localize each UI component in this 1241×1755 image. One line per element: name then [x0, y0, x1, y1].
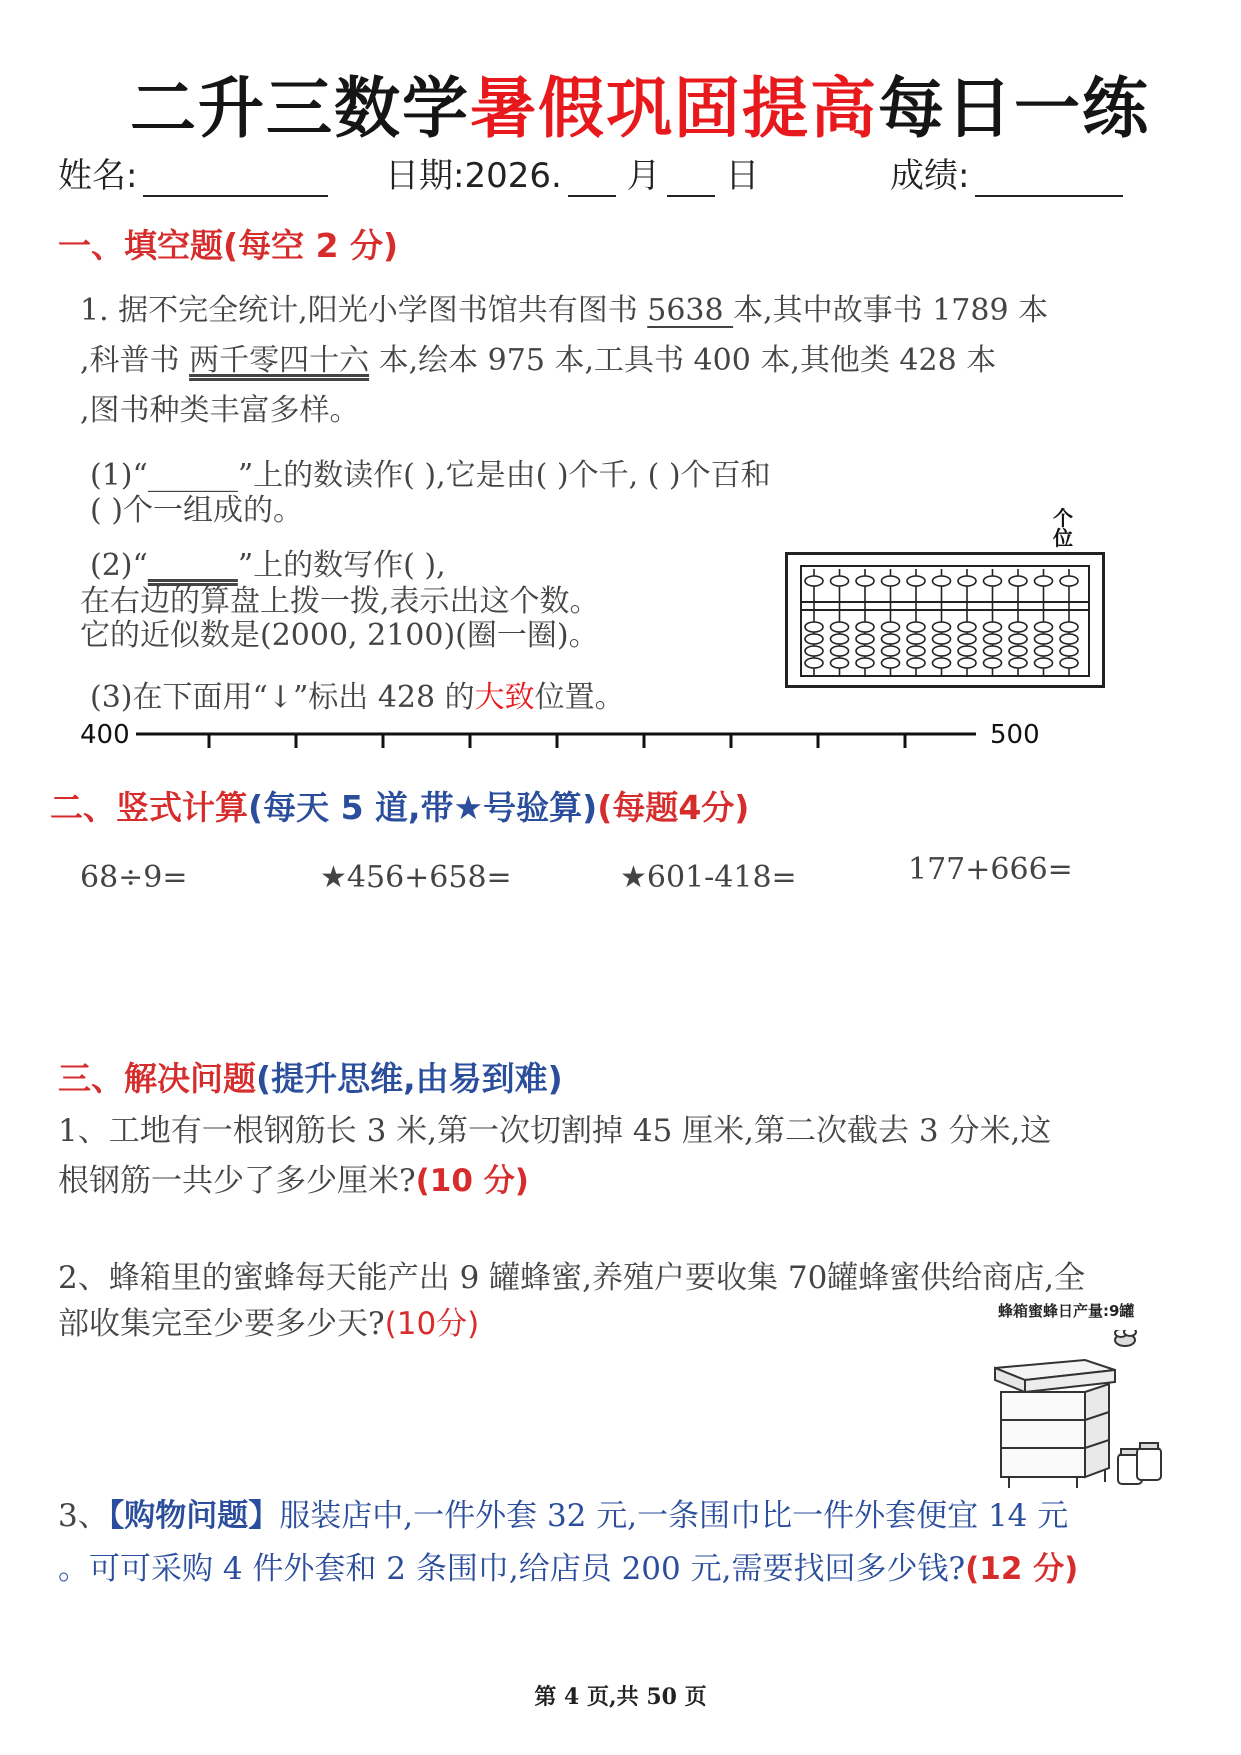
- abacus-bead: [882, 622, 900, 632]
- abacus-bead: [831, 622, 849, 632]
- beehive-illustration: [975, 1330, 1175, 1490]
- abacus-beam: [802, 601, 1088, 611]
- name-blank[interactable]: [143, 165, 328, 197]
- numline-end-label: 500: [990, 720, 1040, 750]
- beehive-caption: 蜂箱蜜蜂日产量:9罐: [998, 1302, 1135, 1320]
- abacus-beads[interactable]: [802, 567, 1094, 679]
- abacus-bead: [984, 576, 1002, 586]
- score-blank[interactable]: [975, 165, 1123, 197]
- abacus-bead: [882, 658, 900, 668]
- abacus-bead: [907, 646, 925, 656]
- abacus-bead: [1060, 646, 1078, 656]
- section1-heading: 一、填空题(每空 2 分): [58, 226, 399, 265]
- abacus-bead: [856, 646, 874, 656]
- abacus-bead: [907, 622, 925, 632]
- section3-heading: 三、解决问题(提升思维,由易到难): [58, 1059, 563, 1098]
- abacus-bead: [882, 634, 900, 644]
- abacus-bead: [958, 576, 976, 586]
- abacus-bead: [1009, 658, 1027, 668]
- calc-problem-1: 68÷9=: [80, 860, 188, 895]
- abacus-bead: [933, 646, 951, 656]
- abacus-bead: [984, 622, 1002, 632]
- month-blank[interactable]: [568, 165, 616, 197]
- calc-problem-4: 177+666=: [908, 852, 1073, 887]
- abacus-bead: [805, 658, 823, 668]
- name-field[interactable]: 姓名:: [58, 148, 328, 197]
- q3-problem-line2: 。可可采购 4 件外套和 2 条围巾,给店员 200 元,需要找回多少钱?(12 分): [58, 1551, 1079, 1587]
- abacus-bead: [933, 658, 951, 668]
- q1-line2: ,科普书 两千零四十六 本,绘本 975 本,工具书 400 本,其他类 428 本: [80, 343, 997, 378]
- abacus-bead: [958, 658, 976, 668]
- sub2-line1: (2)“______”上的数写作( ),: [90, 548, 446, 583]
- sub3-line: (3)在下面用“↓”标出 428 的大致位置。: [90, 680, 625, 715]
- abacus-bead: [856, 576, 874, 586]
- abacus-bead: [856, 634, 874, 644]
- q3-problem-line1: 3、【购物问题】服装店中,一件外套 32 元,一条围巾比一件外套便宜 14 元: [58, 1498, 1069, 1534]
- abacus-bead: [907, 658, 925, 668]
- day-blank[interactable]: [667, 165, 715, 197]
- abacus-bead: [933, 634, 951, 644]
- abacus-bead: [933, 576, 951, 586]
- abacus-bead: [984, 646, 1002, 656]
- calc-problem-2: ★456+658=: [320, 860, 512, 895]
- abacus-bead: [805, 634, 823, 644]
- abacus-bead: [856, 658, 874, 668]
- abacus-bead: [831, 658, 849, 668]
- abacus-bead: [805, 576, 823, 586]
- abacus-bead: [958, 622, 976, 632]
- abacus-frame: [800, 565, 1090, 677]
- page-number: 第 4 页,共 50 页: [534, 1684, 707, 1710]
- abacus-bead: [1035, 634, 1053, 644]
- abacus-bead: [1060, 634, 1078, 644]
- abacus-bead: [1035, 658, 1053, 668]
- q1-line1: 1. 据不完全统计,阳光小学图书馆共有图书 5638 本,其中故事书 1789 本: [80, 293, 1049, 328]
- date-field[interactable]: 日期:2026. 月 日: [385, 156, 760, 196]
- abacus-bead: [1060, 622, 1078, 632]
- abacus-bead: [984, 634, 1002, 644]
- abacus-bead: [984, 658, 1002, 668]
- abacus-bead: [831, 634, 849, 644]
- abacus-bead: [1035, 646, 1053, 656]
- sub2-line3: 它的近似数是(2000, 2100)(圈一圈)。: [80, 618, 599, 653]
- abacus-bead: [1009, 646, 1027, 656]
- abacus-bead: [907, 576, 925, 586]
- abacus-bead: [958, 634, 976, 644]
- abacus[interactable]: [785, 552, 1105, 688]
- q1-problem-line2: 根钢筋一共少了多少厘米?(10 分): [58, 1163, 529, 1199]
- abacus-bead: [933, 622, 951, 632]
- abacus-bead: [882, 646, 900, 656]
- abacus-bead: [1060, 576, 1078, 586]
- abacus-bead: [1009, 622, 1027, 632]
- abacus-bead: [805, 646, 823, 656]
- score-field[interactable]: 成绩:: [890, 148, 1123, 197]
- abacus-bead: [1009, 576, 1027, 586]
- abacus-bead: [831, 576, 849, 586]
- abacus-bead: [1060, 658, 1078, 668]
- abacus-bead: [882, 576, 900, 586]
- sub1-line2: ( )个一组成的。: [90, 493, 303, 528]
- section2-heading: 二、竖式计算(每天 5 道,带★号验算)(每题4分): [50, 788, 750, 827]
- page-title: 二升三数学暑假巩固提高每日一练: [130, 70, 1150, 147]
- abacus-bead: [907, 634, 925, 644]
- abacus-bead: [1035, 576, 1053, 586]
- abacus-bead: [805, 622, 823, 632]
- q2-problem-line1: 2、蜂箱里的蜜蜂每天能产出 9 罐蜂蜜,养殖户要收集 70罐蜂蜜供给商店,全: [58, 1260, 1086, 1296]
- calc-problem-3: ★601-418=: [620, 860, 797, 895]
- abacus-bead: [1009, 634, 1027, 644]
- sub1-line1: (1)“______”上的数读作( ),它是由( )个千, ( )个百和: [90, 458, 771, 493]
- abacus-bead: [856, 622, 874, 632]
- q1-line3: ,图书种类丰富多样。: [80, 393, 360, 428]
- q2-problem-line2: 部收集完至少要多少天?(10分): [58, 1306, 480, 1342]
- double-underlined-number: 两千零四十六: [189, 343, 370, 378]
- numline-start-label: 400: [80, 720, 130, 750]
- underlined-number: 5638: [647, 293, 734, 328]
- sub2-line2: 在右边的算盘上拨一拨,表示出这个数。: [80, 584, 600, 619]
- number-line[interactable]: [136, 722, 986, 752]
- abacus-bead: [958, 646, 976, 656]
- abacus-bead: [1035, 622, 1053, 632]
- abacus-bead: [831, 646, 849, 656]
- abacus-unit-label: 个 位: [1053, 506, 1073, 550]
- q1-problem-line1: 1、工地有一根钢筋长 3 米,第一次切割掉 45 厘米,第二次截去 3 分米,这: [58, 1113, 1052, 1149]
